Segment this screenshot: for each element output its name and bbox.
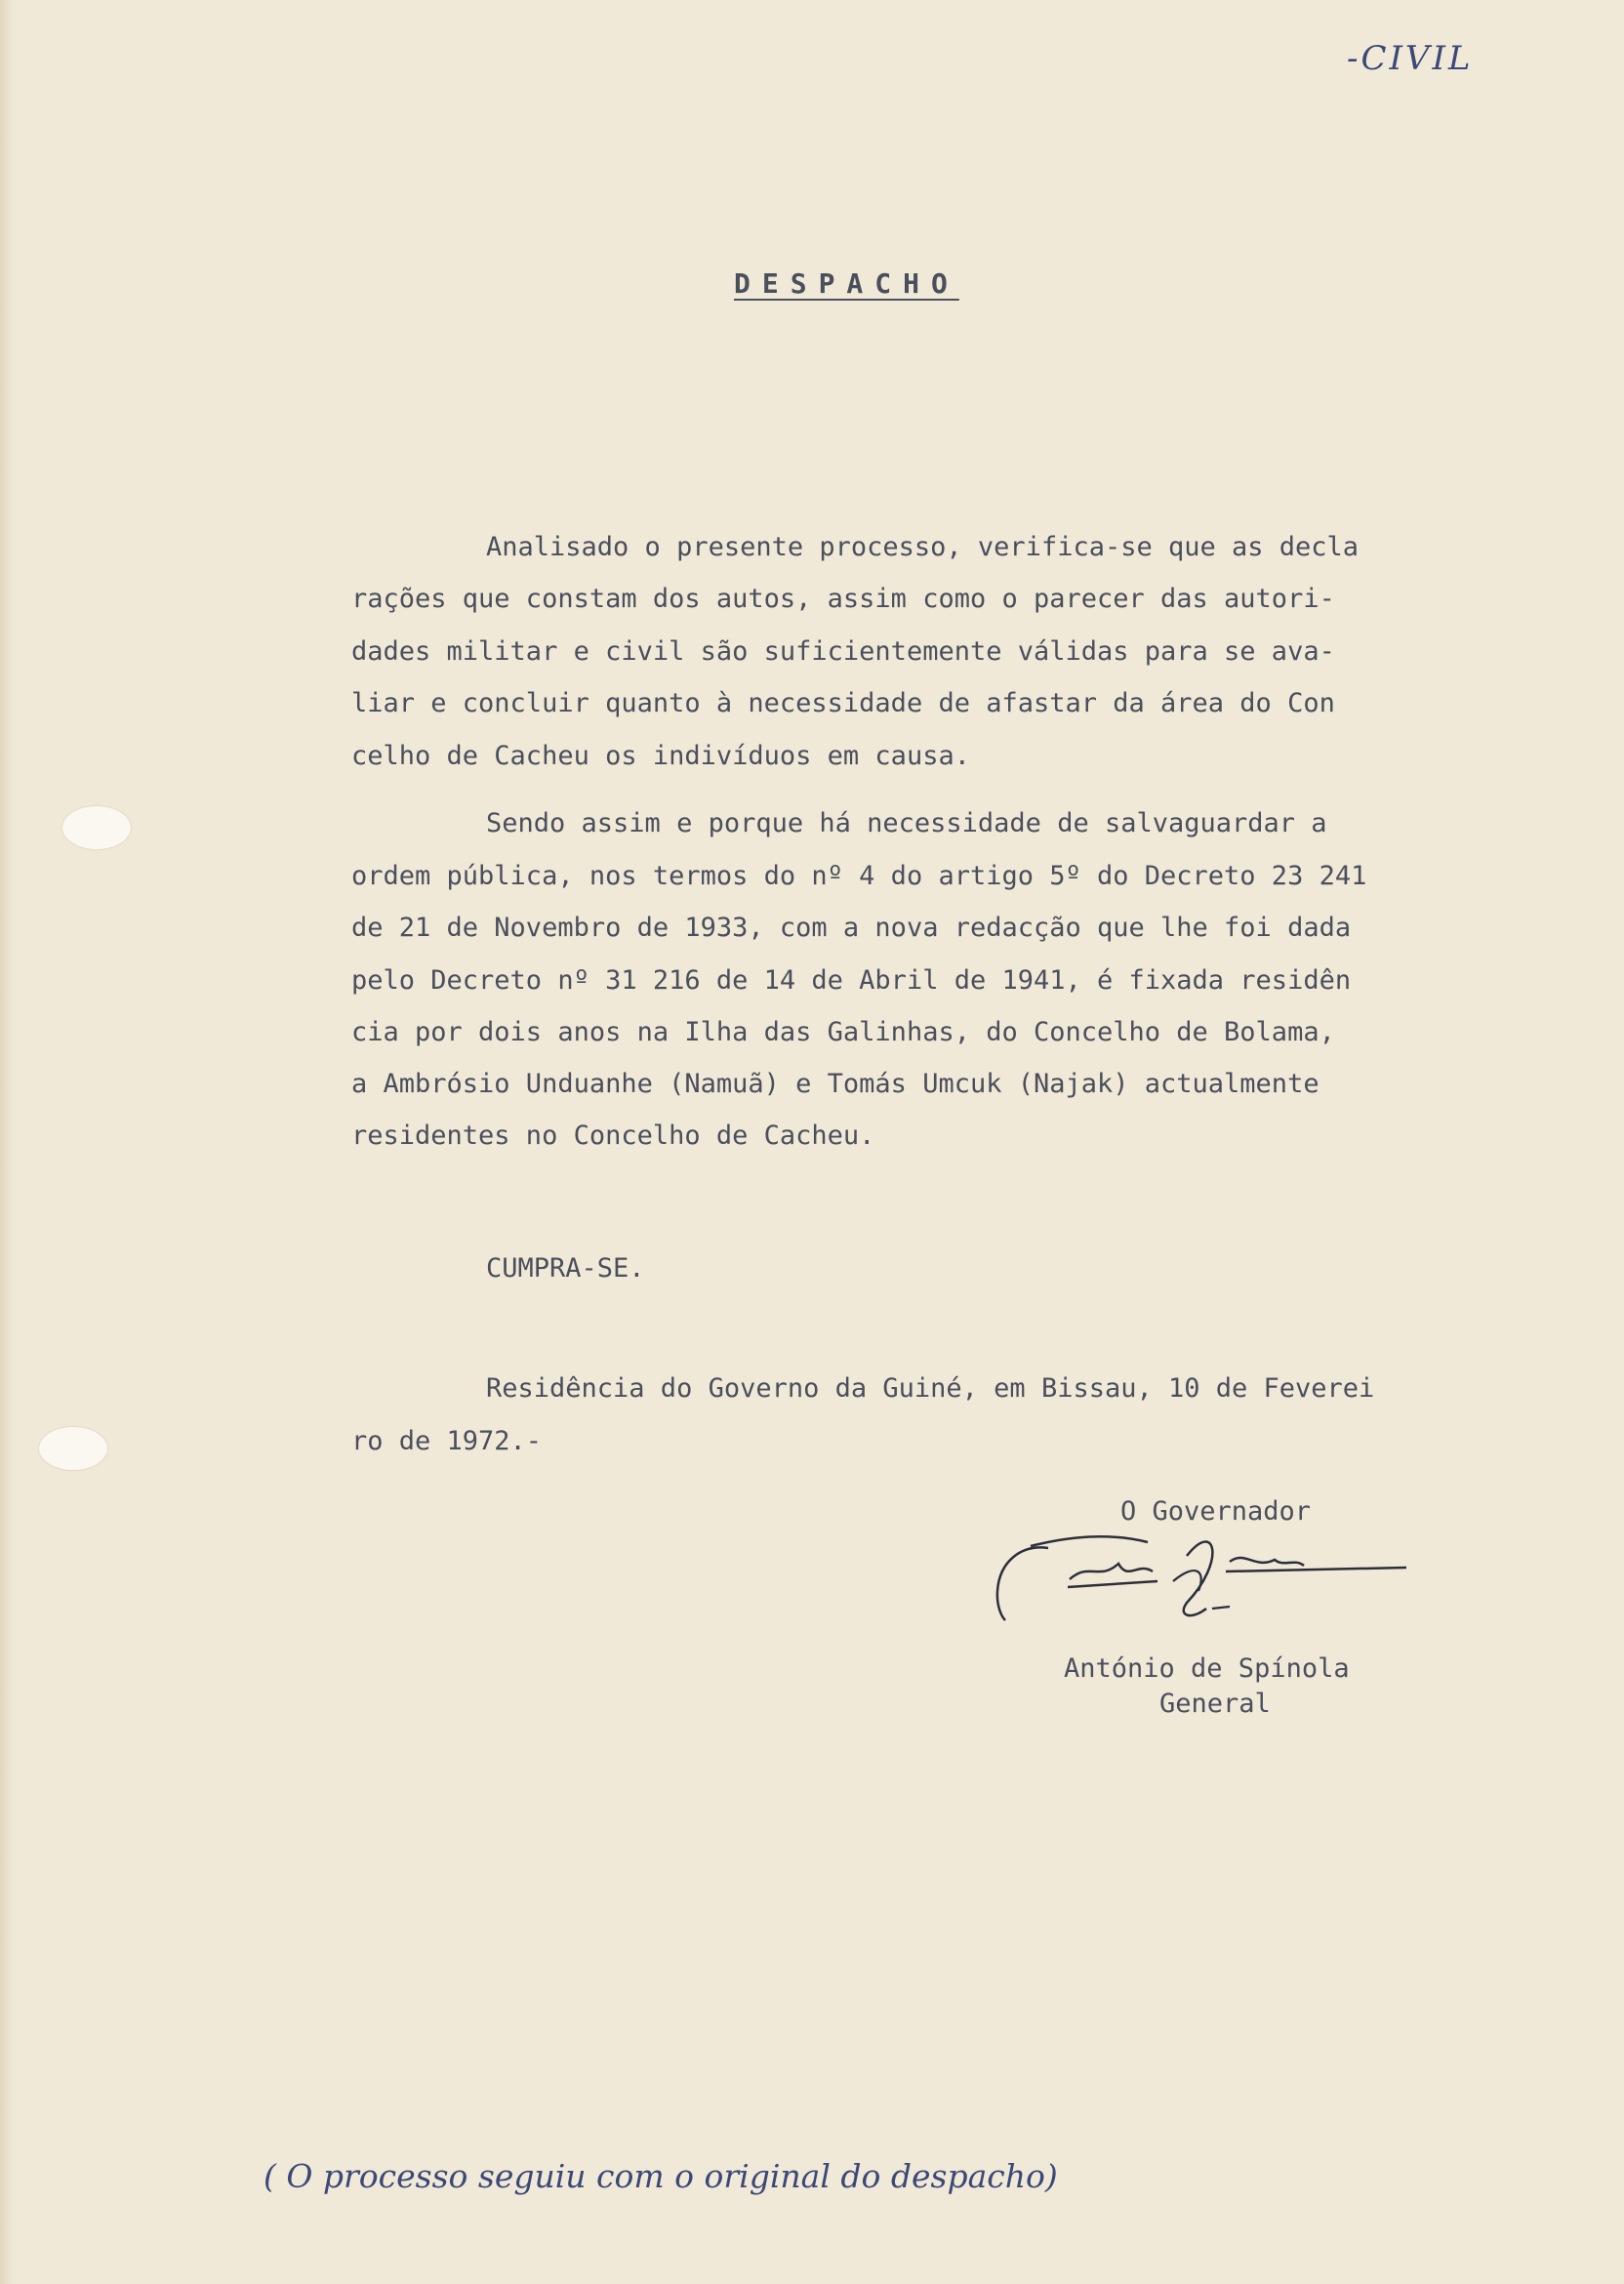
handwritten-civil-mark: -CIVIL (1347, 39, 1474, 78)
punch-hole (62, 806, 131, 849)
signer-title: O Governador (1120, 1496, 1312, 1527)
order-text: CUMPRA-SE. (486, 1253, 645, 1284)
place-date-line: Residência do Governo da Guiné, em Bissau, 10 de Feverei (486, 1373, 1375, 1404)
paragraph-1-line: liar e concluir quanto à necessidade de afastar da área do Con (351, 688, 1335, 718)
paragraph-2-line: ordem pública, nos termos do nº 4 do artigo 5º do Decreto 23 241 (351, 861, 1367, 891)
signer-rank: General (1159, 1689, 1271, 1719)
paragraph-1-line: rações que constam dos autos, assim como o parecer das autori- (351, 584, 1335, 614)
paragraph-2-line: residentes no Concelho de Cacheu. (351, 1121, 875, 1151)
paragraph-2-line: a Ambrósio Unduanhe (Namuã) e Tomás Umcuk (Najak) actualmente (351, 1069, 1320, 1099)
paragraph-1-line: dades militar e civil são suficientemente válidas para se ava- (351, 636, 1335, 667)
paragraph-2-line: cia por dois anos na Ilha das Galinhas, do Concelho de Bolama, (351, 1017, 1335, 1047)
paragraph-1-line: Analisado o presente processo, verifica-se que as decla (486, 532, 1360, 562)
document-title: DESPACHO (734, 267, 959, 300)
place-date-line: ro de 1972.- (351, 1426, 543, 1456)
handwritten-signature (992, 1523, 1413, 1632)
punch-hole (39, 1427, 107, 1470)
handwritten-note: ( O processo seguiu com o original do despacho) (264, 2157, 1058, 2195)
paragraph-2-line: de 21 de Novembro de 1933, com a nova redacção que lhe foi dada (351, 913, 1352, 943)
page-edge-shadow (0, 0, 14, 2284)
paragraph-2-line: pelo Decreto nº 31 216 de 14 de Abril de 1941, é fixada residên (351, 965, 1352, 996)
paragraph-1-line: celho de Cacheu os indivíduos em causa. (351, 741, 970, 771)
paragraph-2-line: Sendo assim e porque há necessidade de salvaguardar a (486, 808, 1327, 838)
signer-name: António de Spínola (1064, 1653, 1350, 1684)
